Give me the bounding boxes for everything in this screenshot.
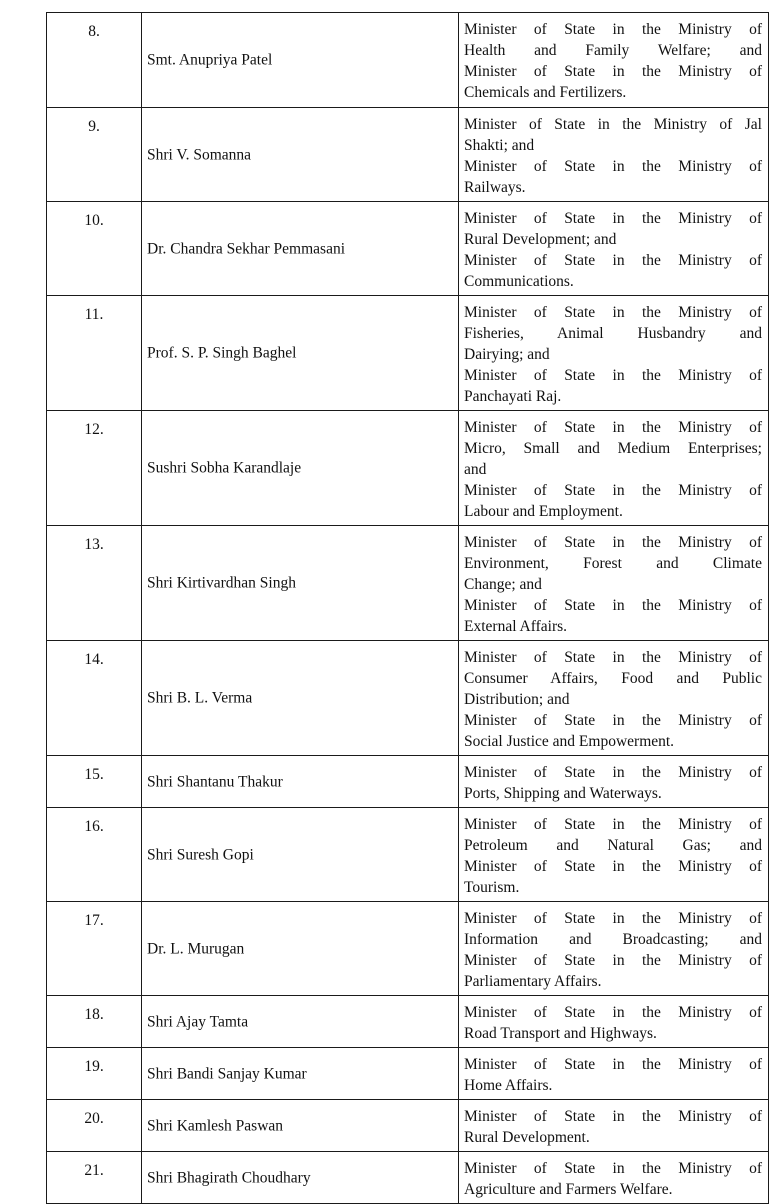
table-row — [47, 13, 769, 108]
minister-name-cell — [142, 411, 459, 526]
serial-number-cell — [47, 902, 142, 996]
minister-name: Shri Bandi Sanjay Kumar — [147, 1065, 307, 1082]
table-row — [47, 1100, 769, 1152]
serial-number-cell — [47, 296, 142, 411]
minister-name-cell — [142, 13, 459, 108]
portfolio-line: Labour and Employment. — [464, 503, 623, 520]
portfolio-line: Panchayati Raj. — [464, 388, 562, 405]
serial-number: 13. — [84, 536, 104, 553]
minister-name: Shri B. L. Verma — [147, 689, 253, 707]
portfolio-line: Chemicals and Fertilizers. — [464, 84, 627, 101]
serial-number: 14. — [84, 651, 104, 668]
minister-name-cell — [142, 641, 459, 756]
portfolio-line: Minister of State in the Ministry of Jal — [464, 116, 762, 133]
portfolio-line: Petroleum and Natural Gas; and — [464, 837, 762, 854]
ministers-table — [46, 12, 769, 1204]
serial-number-cell — [47, 1100, 142, 1152]
serial-number: 9. — [88, 118, 100, 135]
portfolio-cell — [459, 1048, 769, 1100]
serial-number-cell — [47, 808, 142, 902]
table-row — [47, 296, 769, 411]
table-row — [47, 756, 769, 808]
minister-name: Shri Suresh Gopi — [147, 846, 254, 863]
portfolio-line: Ports, Shipping and Waterways. — [464, 785, 662, 802]
portfolio-line: Railways. — [464, 179, 526, 196]
serial-number: 21. — [84, 1162, 104, 1179]
serial-number: 19. — [84, 1058, 104, 1075]
table-row — [47, 526, 769, 641]
serial-number: 17. — [84, 912, 104, 929]
table-row — [47, 411, 769, 526]
portfolio-cell — [459, 756, 769, 808]
serial-number: 8. — [88, 23, 100, 40]
minister-name-cell — [142, 996, 459, 1048]
portfolio-cell — [459, 1100, 769, 1152]
portfolio-line: Minister of State in the Ministry of — [464, 858, 762, 875]
portfolio-cell — [459, 526, 769, 641]
serial-number: 18. — [84, 1006, 104, 1023]
portfolio-line: Home Affairs. — [464, 1077, 553, 1094]
portfolio-line: Dairying; and — [464, 346, 550, 363]
portfolio-line: Minister of State in the Ministry of — [464, 1160, 762, 1177]
portfolio-line: Fisheries, Animal Husbandry and — [464, 325, 762, 342]
portfolio-line: Health and Family Welfare; and — [464, 42, 762, 59]
minister-name-cell — [142, 1152, 459, 1204]
serial-number-cell — [47, 1048, 142, 1100]
portfolio-line: and — [464, 461, 487, 478]
portfolio-cell — [459, 1152, 769, 1204]
portfolio-line: Parliamentary Affairs. — [464, 973, 602, 990]
portfolio-line: Minister of State in the Ministry of — [464, 482, 762, 499]
portfolio-line: Minister of State in the Ministry of — [464, 63, 762, 80]
portfolio-cell — [459, 13, 769, 108]
portfolio-line: Minister of State in the Ministry of — [464, 649, 762, 666]
portfolio-line: Social Justice and Empowerment. — [464, 733, 675, 750]
portfolio-line: Consumer Affairs, Food and Public — [464, 670, 762, 687]
portfolio-line: Rural Development; and — [464, 231, 617, 248]
minister-name-cell — [142, 108, 459, 202]
portfolio-line: Environment, Forest and Climate — [464, 555, 762, 572]
minister-name: Smt. Anupriya Patel — [147, 51, 273, 69]
portfolio-line: Minister of State in the Ministry of — [464, 764, 762, 781]
portfolio-cell — [459, 808, 769, 902]
serial-number: 12. — [84, 421, 104, 438]
portfolio-line: Minister of State in the Ministry of — [464, 1004, 762, 1021]
portfolio-line: Minister of State in the Ministry of — [464, 1056, 762, 1073]
portfolio-cell — [459, 902, 769, 996]
portfolio-line: Information and Broadcasting; and — [464, 931, 762, 948]
serial-number-cell — [47, 756, 142, 808]
serial-number: 20. — [84, 1110, 104, 1127]
portfolio-line: Micro, Small and Medium Enterprises; — [464, 440, 762, 457]
portfolio-line: Minister of State in the Ministry of — [464, 597, 762, 614]
portfolio-line: Minister of State in the Ministry of — [464, 158, 762, 175]
portfolio-line: Agriculture and Farmers Welfare. — [464, 1181, 673, 1198]
portfolio-line: Distribution; and — [464, 691, 570, 708]
portfolio-line: Rural Development. — [464, 1129, 590, 1146]
minister-name: Sushri Sobha Karandlaje — [147, 459, 302, 477]
portfolio-line: Change; and — [464, 576, 542, 593]
minister-name: Shri Kamlesh Paswan — [147, 1117, 284, 1134]
minister-name: Shri Bhagirath Choudhary — [147, 1169, 311, 1186]
serial-number: 11. — [84, 306, 104, 323]
minister-name: Dr. L. Murugan — [147, 940, 245, 957]
table-row — [47, 108, 769, 202]
portfolio-line: Minister of State in the Ministry of — [464, 419, 762, 436]
minister-name-cell — [142, 1100, 459, 1152]
serial-number: 15. — [84, 766, 104, 783]
serial-number-cell — [47, 202, 142, 296]
minister-name: Prof. S. P. Singh Baghel — [147, 344, 297, 362]
portfolio-line: Minister of State in the Ministry of — [464, 816, 762, 833]
minister-name-cell — [142, 808, 459, 902]
portfolio-cell — [459, 108, 769, 202]
portfolio-line: Minister of State in the Ministry of — [464, 304, 762, 321]
portfolio-line: Minister of State in the Ministry of — [464, 21, 762, 38]
minister-name-cell — [142, 1048, 459, 1100]
table-row — [47, 202, 769, 296]
portfolio-line: Minister of State in the Ministry of — [464, 712, 762, 729]
minister-name: Dr. Chandra Sekhar Pemmasani — [147, 240, 346, 257]
portfolio-line: Shakti; and — [464, 137, 535, 154]
portfolio-cell — [459, 296, 769, 411]
portfolio-line: Tourism. — [464, 879, 520, 896]
serial-number-cell — [47, 1152, 142, 1204]
portfolio-cell — [459, 411, 769, 526]
table-row — [47, 996, 769, 1048]
table-row — [47, 1048, 769, 1100]
portfolio-line: External Affairs. — [464, 618, 568, 635]
minister-name: Shri Kirtivardhan Singh — [147, 574, 296, 592]
minister-name-cell — [142, 526, 459, 641]
portfolio-line: Minister of State in the Ministry of — [464, 367, 762, 384]
minister-name-cell — [142, 902, 459, 996]
portfolio-line: Communications. — [464, 273, 574, 290]
serial-number-cell — [47, 13, 142, 108]
portfolio-line: Minister of State in the Ministry of — [464, 1108, 762, 1125]
minister-name: Shri Ajay Tamta — [147, 1013, 249, 1030]
portfolio-line: Minister of State in the Ministry of — [464, 252, 762, 269]
minister-name: Shri Shantanu Thakur — [147, 773, 283, 790]
portfolio-line: Minister of State in the Ministry of — [464, 910, 762, 927]
portfolio-cell — [459, 641, 769, 756]
serial-number: 10. — [84, 212, 104, 229]
minister-name: Shri V. Somanna — [147, 146, 252, 163]
serial-number-cell — [47, 108, 142, 202]
serial-number-cell — [47, 526, 142, 641]
table-row — [47, 641, 769, 756]
table-body — [47, 13, 769, 1204]
table-row — [47, 1152, 769, 1204]
portfolio-line: Minister of State in the Ministry of — [464, 210, 762, 227]
serial-number-cell — [47, 996, 142, 1048]
table-row — [47, 808, 769, 902]
portfolio-cell — [459, 996, 769, 1048]
minister-name-cell — [142, 296, 459, 411]
table-row — [47, 902, 769, 996]
portfolio-line: Minister of State in the Ministry of — [464, 952, 762, 969]
portfolio-line: Minister of State in the Ministry of — [464, 534, 762, 551]
portfolio-line: Road Transport and Highways. — [464, 1025, 657, 1042]
serial-number-cell — [47, 641, 142, 756]
minister-name-cell — [142, 202, 459, 296]
serial-number: 16. — [84, 818, 104, 835]
serial-number-cell — [47, 411, 142, 526]
minister-name-cell — [142, 756, 459, 808]
portfolio-cell — [459, 202, 769, 296]
